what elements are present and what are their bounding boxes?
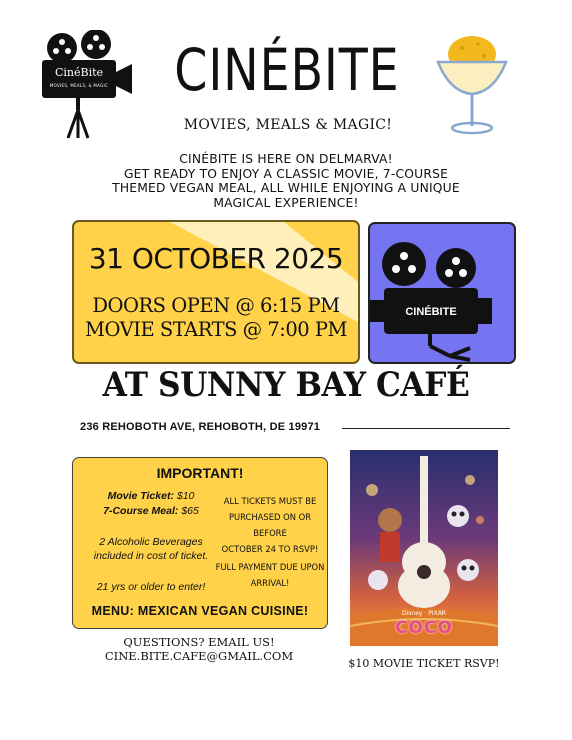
venue-name: AT SUNNY BAY CAFÉ [102,365,470,405]
ticket-deadline-line: ALL TICKETS MUST BE [223,496,317,506]
intro-line: CINÉBITE IS HERE ON DELMARVA! [179,152,393,166]
ticket-deadline-line: PURCHASED ON OR BEFORE [228,512,312,538]
ticket-deadline-line: OCTOBER 24 TO RSVP! [221,544,319,554]
important-heading: IMPORTANT! [156,465,244,481]
contact-email[interactable]: CINE.BITE.CAFE@GMAIL.COM [104,649,294,663]
ticket-price: $10 [176,490,195,502]
meal-price: $65 [181,505,199,517]
projector-label: CINÉBITE [405,306,457,318]
ticket-label: Movie Ticket: [107,490,174,502]
questions-line: QUESTIONS? EMAIL US! [123,635,275,649]
intro-line: GET READY TO ENJOY A CLASSIC MOVIE, 7-COURSE [123,166,449,181]
intro-line: MAGICAL EXPERIENCE! [213,195,359,210]
logo-tagline: MOVIES, MEALS, & MAGIC [49,83,109,88]
poster-caption: $10 MOVIE TICKET RSVP! [348,657,500,670]
payment-line: ARRIVAL! [250,578,290,588]
projector-illustration [368,222,516,364]
beverages-line: 2 Alcoholic Beverages [99,536,203,548]
address-divider [342,428,510,429]
menu-note: MENU: MEXICAN VEGAN CUISINE! [91,604,309,618]
poster-title: COCO [395,618,453,638]
page-subtitle: MOVIES, MEALS & MAGIC! [183,117,393,133]
cocktail-glass-icon [432,28,512,140]
ticket-deadline [215,493,325,557]
payment-note [215,559,325,591]
important-info-box [72,457,328,629]
venue-address: 236 REHOBOTH AVE, REHOBOTH, DE 19971 [80,421,321,433]
movie-start-time: MOVIE STARTS @ 7:00 PM [85,318,347,341]
price-list [91,489,211,519]
page-title: CINÉBITE [174,36,400,104]
film-projector-icon [370,224,514,362]
beverages-line: included in cost of ticket. [93,550,209,562]
contact-info [72,635,326,663]
age-requirement: 21 yrs or older to enter! [96,581,206,593]
event-time-box [72,220,360,364]
meal-label: 7-Course Meal: [103,505,179,517]
payment-line: FULL PAYMENT DUE UPON [215,562,325,572]
beverages-note [83,535,219,563]
doors-open-time: DOORS OPEN @ 6:15 PM [92,294,340,317]
intro-text [70,152,502,210]
event-date: 31 OCTOBER 2025 [88,242,344,275]
cinebite-logo [40,30,140,145]
poster-studio: Disney · PIXAR [402,610,446,617]
logo-brand: CinéBite [54,66,104,79]
intro-line: THEMED VEGAN MEAL, ALL WHILE ENJOYING A UNIQUE [112,181,460,195]
movie-poster [350,450,498,646]
event-times [74,294,358,342]
